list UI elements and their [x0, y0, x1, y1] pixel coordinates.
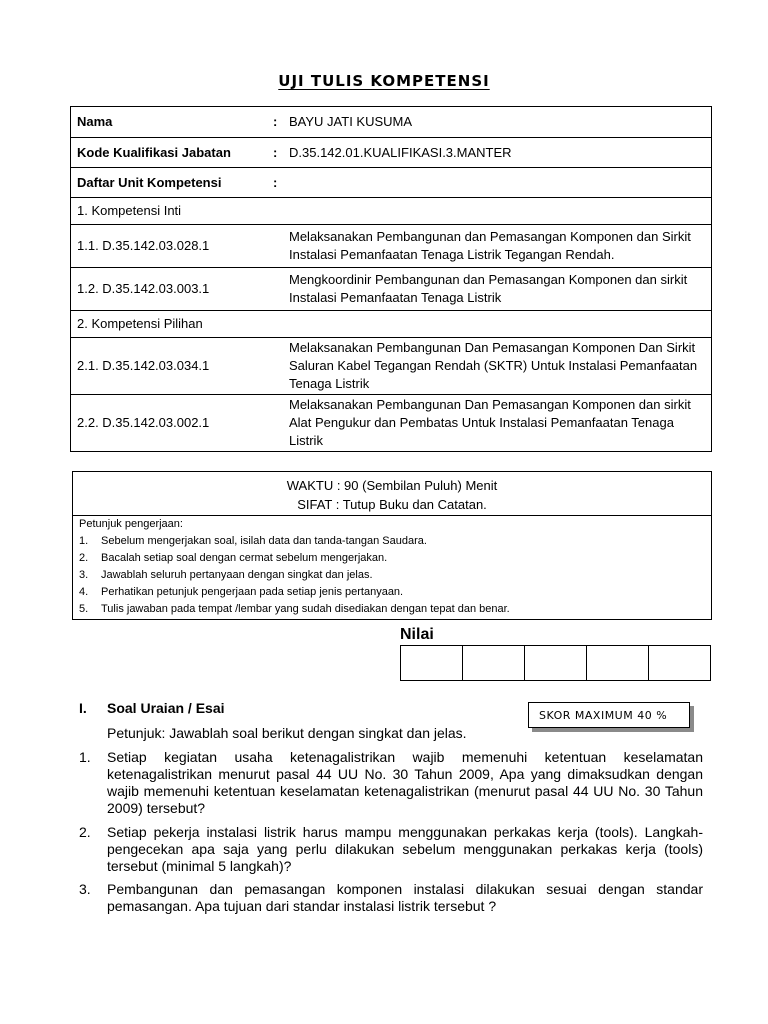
nama-label: Nama	[71, 107, 272, 138]
document-title: UJI TULIS KOMPETENSI	[278, 72, 490, 90]
kode-label: Kode Kualifikasi Jabatan	[71, 138, 272, 168]
question-number: 3.	[79, 881, 91, 897]
skor-maximum-box: SKOR MAXIMUM 40 %	[528, 702, 690, 728]
daftar-row	[71, 168, 712, 198]
unit-desc: Mengkoordinir Pembangunan dan Pemasangan Komponen dan sirkit Instalasi Pemanfaatan Tenaga Listrik	[283, 268, 712, 311]
section-number: I.	[79, 700, 87, 716]
unit-row	[71, 225, 712, 268]
identity-table	[70, 106, 712, 452]
unit-row	[71, 395, 712, 452]
kompetensi-pilihan-label: 2. Kompetensi Pilihan	[71, 311, 272, 338]
question-text: Setiap pekerja instalasi listrik harus mampu menggunakan perkakas kerja (tools). Langkah-pengecekan apa saja yang perlu dilakukan sebelum menggunakan perkakas kerja (tools) tersebut (minimal 5 langkah)?	[107, 824, 703, 874]
daftar-label: Daftar Unit Kompetensi	[71, 168, 272, 198]
instruction-item: 3. Jawablah seluruh pertanyaan dengan singkat dan jelas.	[79, 569, 373, 581]
section-title: Soal Uraian / Esai	[107, 700, 225, 716]
colon: :	[271, 138, 283, 168]
question-item	[79, 749, 703, 817]
unit-row	[71, 268, 712, 311]
kode-value: D.35.142.01.KUALIFIKASI.3.MANTER	[283, 138, 712, 168]
instruction-item: 4. Perhatikan petunjuk pengerjaan pada setiap jenis pertanyaan.	[79, 586, 404, 598]
nilai-grid	[400, 645, 711, 681]
unit-code: 1.1. D.35.142.03.028.1	[71, 225, 272, 268]
nilai-label: Nilai	[400, 626, 434, 643]
question-item	[79, 881, 703, 915]
unit-desc: Melaksanakan Pembangunan Dan Pemasangan Komponen dan sirkit Alat Pengukur dan Pembatas Untuk Instalasi Pemanfaatan Tenaga Listrik	[283, 395, 712, 452]
instruction-item: 1. Sebelum mengerjakan soal, isilah data dan tanda-tangan Saudara.	[79, 535, 427, 547]
nilai-cell[interactable]	[525, 646, 587, 680]
question-number: 1.	[79, 749, 91, 765]
nilai-cell[interactable]	[401, 646, 463, 680]
question-text: Setiap kegiatan usaha ketenagalistrikan wajib memenuhi ketentuan keselamatan ketenagalistrikan menurut pasal 44 UU No. 30 Tahun 2009, Apa yang dimaksudkan dengan wajib memenuhi ketentuan keselamatan ketenagalistrikan (menurut pasal 44 UU No. 30 Tahun 2009) tersebut?	[107, 749, 703, 816]
nilai-cell[interactable]	[463, 646, 525, 680]
sifat-text: SIFAT : Tutup Buku dan Catatan.	[297, 497, 487, 512]
kompetensi-pilihan-row	[71, 311, 712, 338]
colon: :	[271, 168, 283, 198]
question-text: Pembangunan dan pemasangan komponen instalasi dilakukan sesuai dengan standar pemasangan. Apa tujuan dari standar instalasi listrik tersebut ?	[107, 881, 703, 914]
unit-code: 1.2. D.35.142.03.003.1	[71, 268, 272, 311]
kode-row	[71, 138, 712, 168]
nilai-cell[interactable]	[587, 646, 649, 680]
kompetensi-inti-label: 1. Kompetensi Inti	[71, 198, 272, 225]
nama-value: BAYU JATI KUSUMA	[283, 107, 712, 138]
section-instruction: Petunjuk: Jawablah soal berikut dengan singkat dan jelas.	[107, 725, 467, 741]
exam-info-box	[72, 471, 712, 620]
unit-code: 2.1. D.35.142.03.034.1	[71, 338, 272, 395]
instruction-item: 2. Bacalah setiap soal dengan cermat sebelum mengerjakan.	[79, 552, 388, 564]
unit-code: 2.2. D.35.142.03.002.1	[71, 395, 272, 452]
instruction-item: 5. Tulis jawaban pada tempat /lembar yang sudah disediakan dengan tepat dan benar.	[79, 603, 510, 615]
colon: :	[271, 107, 283, 138]
nilai-cell[interactable]	[649, 646, 710, 680]
question-item	[79, 824, 703, 875]
instructions-title: Petunjuk pengerjaan:	[79, 518, 183, 530]
section-heading	[79, 700, 225, 716]
exam-header	[73, 472, 711, 516]
instructions	[73, 516, 711, 619]
waktu-text: WAKTU : 90 (Sembilan Puluh) Menit	[286, 478, 498, 493]
unit-desc: Melaksanakan Pembangunan dan Pemasangan Komponen dan Sirkit Instalasi Pemanfaatan Tenaga Listrik Tegangan Rendah.	[283, 225, 712, 268]
kompetensi-inti-row	[71, 198, 712, 225]
unit-row	[71, 338, 712, 395]
question-number: 2.	[79, 824, 91, 840]
unit-desc: Melaksanakan Pembangunan Dan Pemasangan Komponen Dan Sirkit Saluran Kabel Tegangan Rendah (SKTR) Untuk Instalasi Pemanfaatan Tenaga Listrik	[283, 338, 712, 395]
nama-row	[71, 107, 712, 138]
